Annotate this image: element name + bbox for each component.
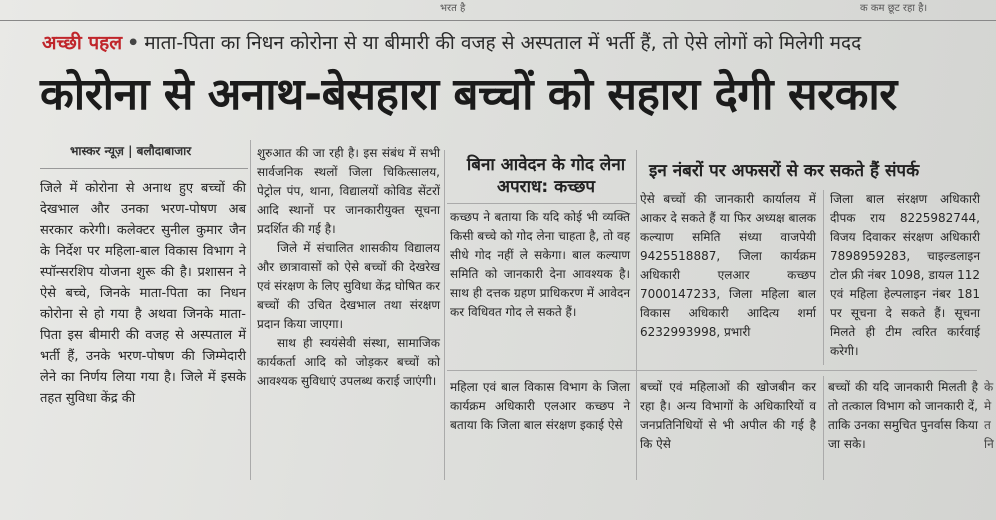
top-fragment-left: भरत है — [440, 3, 466, 14]
article-column-4b — [640, 378, 816, 454]
column-2-para-2: जिले में संचालित शासकीय विद्यालय और छात्रावासों को ऐसे बच्चों की देखरेख एवं संरक्षण के लिए सुविधा केंद्र घोषित कर बच्चों की उचित देखभाल तथा संरक्षण प्रदान किया जाएगा। — [257, 241, 440, 331]
byline: भास्कर न्यूज़ | बलौदाबाजार — [70, 144, 192, 158]
box-1-title-rule — [447, 203, 637, 204]
top-fragment-right: क कम छूट रहा है। — [860, 3, 928, 14]
column-1-text: जिले में कोरोना से अनाथ हुए बच्चों की देखभाल और उनका भरण-पोषण अब सरकार करेगी। कलेक्टर सुनील कुमार जैन के निर्देश पर महिला-बाल विकास विभाग ने स्पॉन्सरशिप योजना शुरू की है। प्रशासन ने ऐसे बच्चे, जिनके माता-पिता का निधन कोरोना से हो गया है अथवा जिनके माता-पिता इस बीमारी की वजह से अस्पताल में भर्ती हैं, उनके भरण-पोषण की जिम्मेदारी लेने का निर्णय लिया गया है। जिले में इसके तहत सुविधा केंद्र की — [40, 181, 246, 406]
box-2-right — [830, 190, 980, 361]
top-rule — [0, 20, 996, 21]
column-divider — [823, 376, 824, 480]
article-column-3b — [450, 378, 630, 435]
article-column-2 — [257, 144, 440, 391]
column-4b-text: बच्चों एवं महिलाओं की खोजबीन कर रहा है। अन्य विभागों के अधिकारियों व जनप्रतिनिधियों से भी अपील की गई है कि ऐसे — [640, 380, 816, 451]
column-5b-text: बच्चों की यदि जानकारी मिलती है तो तत्काल विभाग को जानकारी दें, ताकि उनका समुचित पुनर्वास किया जा सके। — [828, 380, 978, 451]
column-2-para-1: शुरुआत की जा रही है। इस संबंध में सभी सार्वजनिक स्थलों जिला चिकित्सालय, पेट्रोल पंप, थाना, विद्यालयों कोविड सेंटरों आदि स्थानों पर जानकारीयुक्त सूचना प्रदर्शित की गई है। — [257, 146, 440, 236]
box-1-title: बिना आवेदन के गोद लेना अपराध: कच्छप — [466, 155, 626, 197]
box-bottom-rule — [447, 370, 977, 371]
kicker-tag: अच्छी पहल — [42, 32, 123, 54]
box-2-left-text: ऐसे बच्चों की जानकारी कार्यालय में आकर दे सकते हैं या फिर अध्यक्ष बालक कल्याण समिति संध्या वाजपेयी 9425518887, जिला कार्यक्रम अधिकारी एलआर कच्छप 7000147233, जिला महिला बाल विकास अधिकारी आदित्य शर्मा 6232993998, प्रभारी — [640, 192, 816, 339]
column-3b-text: महिला एवं बाल विकास विभाग के जिला कार्यक्रम अधिकारी एलआर कच्छप ने बताया कि जिला बाल संरक्षण इकाई ऐसे — [450, 380, 630, 432]
article-column-5b — [828, 378, 978, 454]
box-2-left — [640, 190, 816, 342]
kicker — [42, 31, 992, 55]
box-1-text: कच्छप ने बताया कि यदि कोई भी व्यक्ति किसी बच्चे को गोद लेना चाहता है, तो वह सीधे गोद नहीं ले सकेगा। बाल कल्याण समिति को जानकारी देना आवश्यक है। साथ ही दत्तक ग्रहण प्राधिकरण में आवेदन कर विधिवत गोद ले सकते हैं। — [450, 210, 630, 319]
headline: कोरोना से अनाथ-बेसहारा बच्चों को सहारा देगी सरकार — [40, 69, 897, 120]
article-column-1 — [40, 178, 246, 409]
box-1-body — [450, 208, 630, 322]
column-divider — [250, 140, 251, 480]
adjacent-fragment-text: के मे त नि — [984, 380, 994, 451]
column-divider — [444, 150, 445, 480]
box-2-right-text: जिला बाल संरक्षण अधिकारी दीपक राय 8225982744, विजय दिवाकर संरक्षण अधिकारी 7898959283, चाइल्डलाइन टोल फ्री नंबर 1098, डायल 112 एवं महिला हेल्पलाइन नंबर 181 पर सूचना दे सकते हैं। सूचना मिलते ही टीम त्वरित कार्रवाई करेगी। — [830, 192, 980, 358]
column-divider — [636, 150, 637, 480]
column-divider — [823, 190, 824, 365]
byline-rule — [40, 168, 248, 169]
kicker-text: माता-पिता का निधन कोरोना से या बीमारी की वजह से अस्पताल में भर्ती हैं, तो ऐसे लोगों को मिलेगी मदद — [144, 32, 862, 54]
box-2-title: इन नंबरों पर अफसरों से कर सकते हैं संपर्क — [649, 161, 920, 181]
adjacent-column-fragment — [984, 378, 996, 454]
bullet-icon: • — [127, 32, 140, 54]
column-2-para-3: साथ ही स्वयंसेवी संस्था, सामाजिक कार्यकर्ता आदि को जोड़कर बच्चों को आवश्यक सुविधाएं उपलब्ध कराई जाएंगी। — [257, 336, 440, 388]
